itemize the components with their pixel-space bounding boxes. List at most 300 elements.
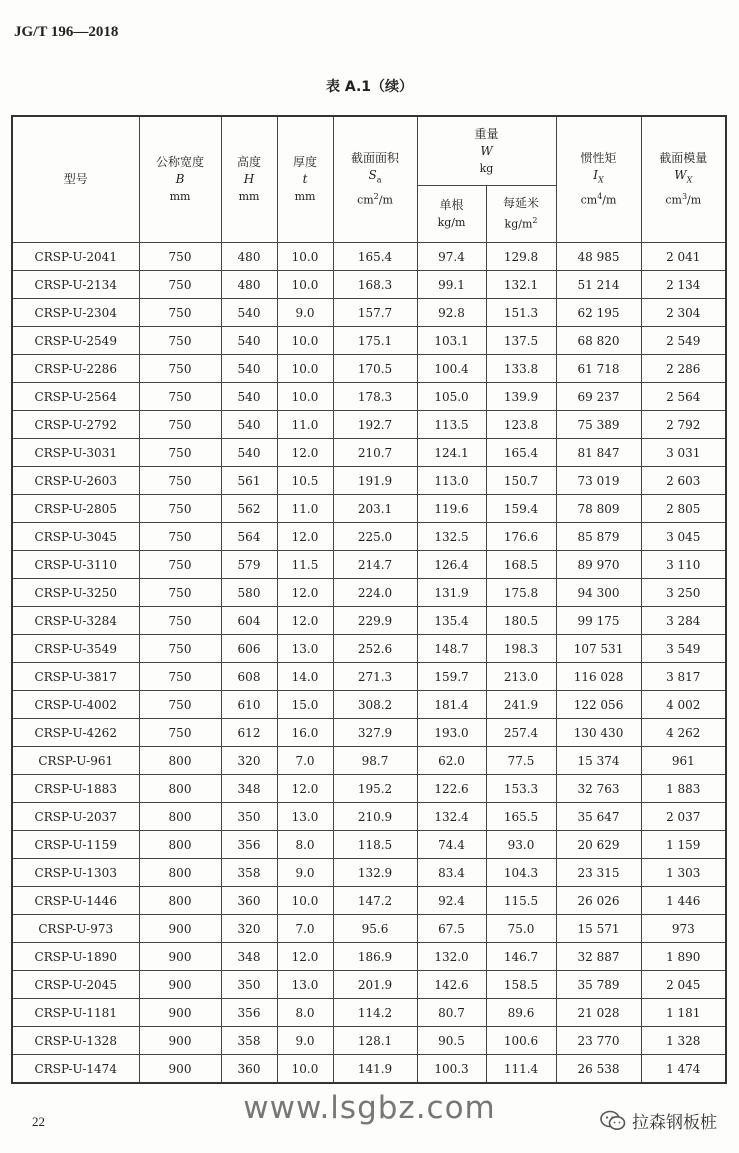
table-cell: 14.0 xyxy=(277,663,333,691)
table-cell: 67.5 xyxy=(417,915,486,943)
table-cell: 3 549 xyxy=(641,635,726,663)
table-cell: 10.0 xyxy=(277,887,333,915)
table-cell: 100.4 xyxy=(417,355,486,383)
table-row xyxy=(12,243,726,271)
table-cell: CRSP-U-2045 xyxy=(12,971,139,999)
table-cell: 104.3 xyxy=(486,859,556,887)
table-cell: 750 xyxy=(139,579,221,607)
table-cell: 750 xyxy=(139,551,221,579)
table-cell: 540 xyxy=(221,383,277,411)
table-cell: 800 xyxy=(139,803,221,831)
table-cell: CRSP-U-1181 xyxy=(12,999,139,1027)
table-row xyxy=(12,439,726,467)
table-cell: 308.2 xyxy=(333,691,417,719)
table-cell: 750 xyxy=(139,411,221,439)
table-cell: 107 531 xyxy=(556,635,641,663)
table-cell: 2 041 xyxy=(641,243,726,271)
table-cell: CRSP-U-2805 xyxy=(12,495,139,523)
table-cell: CRSP-U-3045 xyxy=(12,523,139,551)
table-cell: 750 xyxy=(139,327,221,355)
table-cell: 192.7 xyxy=(333,411,417,439)
table-cell: 800 xyxy=(139,747,221,775)
table-cell: 198.3 xyxy=(486,635,556,663)
table-cell: 105.0 xyxy=(417,383,486,411)
table-cell: 2 045 xyxy=(641,971,726,999)
table-cell: 11.5 xyxy=(277,551,333,579)
table-cell: 540 xyxy=(221,355,277,383)
table-cell: 10.0 xyxy=(277,1055,333,1084)
table-row xyxy=(12,775,726,803)
table-cell: 229.9 xyxy=(333,607,417,635)
table-cell: 62 195 xyxy=(556,299,641,327)
table-cell: 178.3 xyxy=(333,383,417,411)
table-cell: 11.0 xyxy=(277,411,333,439)
table-cell: 61 718 xyxy=(556,355,641,383)
table-cell: 10.0 xyxy=(277,383,333,411)
table-cell: 21 028 xyxy=(556,999,641,1027)
table-cell: CRSP-U-1890 xyxy=(12,943,139,971)
table-cell: 13.0 xyxy=(277,971,333,999)
table-cell: 133.8 xyxy=(486,355,556,383)
table-row xyxy=(12,579,726,607)
table-cell: CRSP-U-2041 xyxy=(12,243,139,271)
table-cell: 750 xyxy=(139,383,221,411)
table-cell: 103.1 xyxy=(417,327,486,355)
table-row xyxy=(12,747,726,775)
table-cell: 93.0 xyxy=(486,831,556,859)
table-cell: 142.6 xyxy=(417,971,486,999)
table-cell: 32 887 xyxy=(556,943,641,971)
table-cell: CRSP-U-2549 xyxy=(12,327,139,355)
table-cell: 540 xyxy=(221,327,277,355)
table-cell: 3 284 xyxy=(641,607,726,635)
wechat-icon xyxy=(600,1110,626,1132)
table-row xyxy=(12,663,726,691)
table-cell: 15 571 xyxy=(556,915,641,943)
table-cell: 1 159 xyxy=(641,831,726,859)
col-model: 型号 xyxy=(12,116,139,243)
table-cell: 146.7 xyxy=(486,943,556,971)
table-cell: 2 792 xyxy=(641,411,726,439)
table-row xyxy=(12,719,726,747)
table-cell: 562 xyxy=(221,495,277,523)
table-cell: CRSP-U-4262 xyxy=(12,719,139,747)
table-cell: 191.9 xyxy=(333,467,417,495)
table-cell: CRSP-U-973 xyxy=(12,915,139,943)
table-body xyxy=(12,243,726,1084)
table-cell: 4 002 xyxy=(641,691,726,719)
table-cell: 540 xyxy=(221,299,277,327)
table-cell: 118.5 xyxy=(333,831,417,859)
table-cell: 1 181 xyxy=(641,999,726,1027)
table-cell: 750 xyxy=(139,719,221,747)
col-weight: 重量 W kg xyxy=(417,116,556,186)
table-cell: 89 970 xyxy=(556,551,641,579)
table-cell: 74.4 xyxy=(417,831,486,859)
table-cell: 800 xyxy=(139,831,221,859)
watermark-brand xyxy=(600,1108,717,1133)
table-cell: 750 xyxy=(139,635,221,663)
table-cell: 13.0 xyxy=(277,635,333,663)
table-cell: 610 xyxy=(221,691,277,719)
table-cell: 900 xyxy=(139,1027,221,1055)
table-cell: 69 237 xyxy=(556,383,641,411)
table-row xyxy=(12,915,726,943)
table-cell: 12.0 xyxy=(277,775,333,803)
table-row xyxy=(12,999,726,1027)
table-cell: 132.0 xyxy=(417,943,486,971)
table-row xyxy=(12,327,726,355)
table-row xyxy=(12,1027,726,1055)
table-cell: 129.8 xyxy=(486,243,556,271)
table-cell: CRSP-U-2037 xyxy=(12,803,139,831)
table-cell: 606 xyxy=(221,635,277,663)
table-cell: 612 xyxy=(221,719,277,747)
table-cell: 564 xyxy=(221,523,277,551)
table-cell: 16.0 xyxy=(277,719,333,747)
table-cell: 165.5 xyxy=(486,803,556,831)
table-cell: 99 175 xyxy=(556,607,641,635)
table-cell: 961 xyxy=(641,747,726,775)
table-cell: CRSP-U-4002 xyxy=(12,691,139,719)
table-row xyxy=(12,635,726,663)
table-cell: 193.0 xyxy=(417,719,486,747)
table-row xyxy=(12,1055,726,1084)
table-cell: 2 304 xyxy=(641,299,726,327)
table-cell: 327.9 xyxy=(333,719,417,747)
table-cell: 604 xyxy=(221,607,277,635)
table-cell: 750 xyxy=(139,523,221,551)
table-cell: 35 789 xyxy=(556,971,641,999)
table-row xyxy=(12,803,726,831)
table-cell: 12.0 xyxy=(277,523,333,551)
table-cell: 92.4 xyxy=(417,887,486,915)
table-cell: 7.0 xyxy=(277,747,333,775)
table-cell: 122 056 xyxy=(556,691,641,719)
table-cell: 122.6 xyxy=(417,775,486,803)
table-cell: 800 xyxy=(139,887,221,915)
table-cell: CRSP-U-1474 xyxy=(12,1055,139,1084)
table-cell: 126.4 xyxy=(417,551,486,579)
table-cell: 2 805 xyxy=(641,495,726,523)
table-cell: 137.5 xyxy=(486,327,556,355)
table-cell: 128.1 xyxy=(333,1027,417,1055)
table-cell: 99.1 xyxy=(417,271,486,299)
page-number: 22 xyxy=(32,1114,45,1129)
table-cell: 225.0 xyxy=(333,523,417,551)
table-cell: 973 xyxy=(641,915,726,943)
table-cell: 10.0 xyxy=(277,243,333,271)
table-cell: 1 474 xyxy=(641,1055,726,1084)
table-cell: 90.5 xyxy=(417,1027,486,1055)
table-cell: 13.0 xyxy=(277,803,333,831)
table-cell: 348 xyxy=(221,943,277,971)
table-cell: 12.0 xyxy=(277,439,333,467)
table-cell: 800 xyxy=(139,775,221,803)
table-cell: 8.0 xyxy=(277,999,333,1027)
table-cell: 3 045 xyxy=(641,523,726,551)
table-cell: 608 xyxy=(221,663,277,691)
table-cell: 3 031 xyxy=(641,439,726,467)
table-cell: 32 763 xyxy=(556,775,641,803)
table-cell: 203.1 xyxy=(333,495,417,523)
table-cell: 356 xyxy=(221,831,277,859)
table-cell: 132.4 xyxy=(417,803,486,831)
table-cell: 78 809 xyxy=(556,495,641,523)
table-cell: 224.0 xyxy=(333,579,417,607)
table-cell: CRSP-U-1328 xyxy=(12,1027,139,1055)
table-cell: 750 xyxy=(139,243,221,271)
table-cell: 132.5 xyxy=(417,523,486,551)
table-cell: 147.2 xyxy=(333,887,417,915)
table-cell: 100.3 xyxy=(417,1055,486,1084)
table-cell: 168.3 xyxy=(333,271,417,299)
table-cell: 113.0 xyxy=(417,467,486,495)
table-cell: 750 xyxy=(139,439,221,467)
table-cell: 150.7 xyxy=(486,467,556,495)
table-cell: 100.6 xyxy=(486,1027,556,1055)
table-cell: 320 xyxy=(221,747,277,775)
table-cell: 540 xyxy=(221,411,277,439)
table-cell: 175.1 xyxy=(333,327,417,355)
table-cell: 10.5 xyxy=(277,467,333,495)
table-cell: 23 315 xyxy=(556,859,641,887)
table-cell: 83.4 xyxy=(417,859,486,887)
steel-sheet-pile-table xyxy=(11,115,727,1084)
table-cell: 148.7 xyxy=(417,635,486,663)
table-cell: 15.0 xyxy=(277,691,333,719)
table-cell: 358 xyxy=(221,1027,277,1055)
table-cell: 176.6 xyxy=(486,523,556,551)
table-cell: 139.9 xyxy=(486,383,556,411)
col-height: 高度 H mm xyxy=(221,116,277,243)
table-row xyxy=(12,971,726,999)
table-cell: 252.6 xyxy=(333,635,417,663)
table-cell: 241.9 xyxy=(486,691,556,719)
table-cell: 2 134 xyxy=(641,271,726,299)
table-cell: CRSP-U-1303 xyxy=(12,859,139,887)
table-cell: 480 xyxy=(221,271,277,299)
table-cell: 80.7 xyxy=(417,999,486,1027)
table-cell: 1 446 xyxy=(641,887,726,915)
table-cell: 1 328 xyxy=(641,1027,726,1055)
table-cell: 157.7 xyxy=(333,299,417,327)
table-cell: 168.5 xyxy=(486,551,556,579)
table-cell: 214.7 xyxy=(333,551,417,579)
table-cell: 1 883 xyxy=(641,775,726,803)
table-row xyxy=(12,355,726,383)
table-cell: 48 985 xyxy=(556,243,641,271)
table-cell: 180.5 xyxy=(486,607,556,635)
col-width: 公称宽度 B mm xyxy=(139,116,221,243)
table-cell: 75.0 xyxy=(486,915,556,943)
table-cell: 9.0 xyxy=(277,1027,333,1055)
table-cell: 165.4 xyxy=(333,243,417,271)
col-weight-single: 单根 kg/m xyxy=(417,186,486,243)
table-cell: 81 847 xyxy=(556,439,641,467)
table-cell: 170.5 xyxy=(333,355,417,383)
table-cell: 23 770 xyxy=(556,1027,641,1055)
table-cell: 115.5 xyxy=(486,887,556,915)
table-row xyxy=(12,299,726,327)
table-cell: 9.0 xyxy=(277,299,333,327)
table-cell: 51 214 xyxy=(556,271,641,299)
table-cell: 579 xyxy=(221,551,277,579)
table-cell: 750 xyxy=(139,691,221,719)
table-cell: 131.9 xyxy=(417,579,486,607)
table-cell: 151.3 xyxy=(486,299,556,327)
table-cell: 130 430 xyxy=(556,719,641,747)
table-cell: 320 xyxy=(221,915,277,943)
table-cell: 116 028 xyxy=(556,663,641,691)
table-cell: 132.9 xyxy=(333,859,417,887)
table-cell: 124.1 xyxy=(417,439,486,467)
table-row xyxy=(12,495,726,523)
table-cell: 113.5 xyxy=(417,411,486,439)
table-cell: 210.7 xyxy=(333,439,417,467)
table-cell: 480 xyxy=(221,243,277,271)
table-cell: 750 xyxy=(139,607,221,635)
table-row xyxy=(12,607,726,635)
table-row xyxy=(12,943,726,971)
table-cell: 900 xyxy=(139,943,221,971)
table-cell: CRSP-U-3250 xyxy=(12,579,139,607)
watermark-brand-text: 拉森钢板桩 xyxy=(632,1113,717,1133)
table-cell: 12.0 xyxy=(277,607,333,635)
table-cell: 800 xyxy=(139,859,221,887)
table-cell: 561 xyxy=(221,467,277,495)
table-cell: 4 262 xyxy=(641,719,726,747)
table-cell: 348 xyxy=(221,775,277,803)
table-cell: CRSP-U-2564 xyxy=(12,383,139,411)
col-area: 截面面积 $S_a$ $cm^2/m$ xyxy=(333,116,417,243)
table-cell: CRSP-U-2134 xyxy=(12,271,139,299)
table-cell: 350 xyxy=(221,971,277,999)
table-row xyxy=(12,271,726,299)
table-cell: 8.0 xyxy=(277,831,333,859)
table-cell: 2 549 xyxy=(641,327,726,355)
table-title: 表 A.1（续） xyxy=(325,79,414,95)
watermark-url: www.lsgbz.com xyxy=(243,1090,496,1126)
table-cell: 195.2 xyxy=(333,775,417,803)
table-cell: 92.8 xyxy=(417,299,486,327)
table-cell: 3 110 xyxy=(641,551,726,579)
table-cell: 271.3 xyxy=(333,663,417,691)
table-cell: CRSP-U-2286 xyxy=(12,355,139,383)
table-cell: 158.5 xyxy=(486,971,556,999)
table-cell: 750 xyxy=(139,467,221,495)
table-cell: 73 019 xyxy=(556,467,641,495)
table-cell: 540 xyxy=(221,439,277,467)
table-cell: 900 xyxy=(139,999,221,1027)
table-cell: 135.4 xyxy=(417,607,486,635)
table-cell: 186.9 xyxy=(333,943,417,971)
table-row xyxy=(12,831,726,859)
table-cell: 20 629 xyxy=(556,831,641,859)
table-cell: 9.0 xyxy=(277,859,333,887)
table-cell: 10.0 xyxy=(277,355,333,383)
table-cell: 114.2 xyxy=(333,999,417,1027)
table-cell: 750 xyxy=(139,495,221,523)
table-cell: 77.5 xyxy=(486,747,556,775)
table-cell: 26 026 xyxy=(556,887,641,915)
table-cell: 580 xyxy=(221,579,277,607)
col-weight-per-m: 每延米 $kg/m^2$ xyxy=(486,186,556,243)
table-cell: 7.0 xyxy=(277,915,333,943)
table-row xyxy=(12,411,726,439)
table-cell: 175.8 xyxy=(486,579,556,607)
table-cell: 75 389 xyxy=(556,411,641,439)
table-row xyxy=(12,859,726,887)
table-cell: 97.4 xyxy=(417,243,486,271)
table-cell: 119.6 xyxy=(417,495,486,523)
table-row xyxy=(12,551,726,579)
table-cell: 900 xyxy=(139,915,221,943)
table-cell: 356 xyxy=(221,999,277,1027)
table-cell: 750 xyxy=(139,663,221,691)
table-cell: 15 374 xyxy=(556,747,641,775)
table-cell: 159.7 xyxy=(417,663,486,691)
table-cell: 12.0 xyxy=(277,579,333,607)
table-cell: 123.8 xyxy=(486,411,556,439)
table-row xyxy=(12,383,726,411)
table-row xyxy=(12,691,726,719)
col-modulus: 截面模量 $W_X$ $cm^3/m$ xyxy=(641,116,726,243)
table-cell: CRSP-U-3817 xyxy=(12,663,139,691)
table-cell: 35 647 xyxy=(556,803,641,831)
table-cell: 1 890 xyxy=(641,943,726,971)
table-row xyxy=(12,467,726,495)
table-cell: 68 820 xyxy=(556,327,641,355)
table-cell: 181.4 xyxy=(417,691,486,719)
table-cell: CRSP-U-3549 xyxy=(12,635,139,663)
table-cell: 3 817 xyxy=(641,663,726,691)
table-cell: CRSP-U-1883 xyxy=(12,775,139,803)
table-cell: 85 879 xyxy=(556,523,641,551)
table-cell: 750 xyxy=(139,271,221,299)
table-cell: CRSP-U-3284 xyxy=(12,607,139,635)
table-cell: 358 xyxy=(221,859,277,887)
table-cell: 257.4 xyxy=(486,719,556,747)
table-cell: 900 xyxy=(139,1055,221,1084)
table-cell: 750 xyxy=(139,355,221,383)
table-cell: 95.6 xyxy=(333,915,417,943)
table-cell: 111.4 xyxy=(486,1055,556,1084)
col-inertia: 惯性矩 $I_X$ $cm^4/m$ xyxy=(556,116,641,243)
table-cell: 213.0 xyxy=(486,663,556,691)
table-cell: 165.4 xyxy=(486,439,556,467)
table-cell: 2 037 xyxy=(641,803,726,831)
table-cell: 11.0 xyxy=(277,495,333,523)
col-thickness: 厚度 t mm xyxy=(277,116,333,243)
table-header xyxy=(12,116,726,243)
table-cell: 900 xyxy=(139,971,221,999)
table-cell: 12.0 xyxy=(277,943,333,971)
table-cell: 2 286 xyxy=(641,355,726,383)
table-cell: CRSP-U-3110 xyxy=(12,551,139,579)
table-cell: 26 538 xyxy=(556,1055,641,1084)
table-cell: 10.0 xyxy=(277,327,333,355)
table-cell: CRSP-U-2792 xyxy=(12,411,139,439)
table-cell: 153.3 xyxy=(486,775,556,803)
table-cell: 750 xyxy=(139,299,221,327)
table-cell: 360 xyxy=(221,887,277,915)
table-cell: CRSP-U-2304 xyxy=(12,299,139,327)
table-cell: 94 300 xyxy=(556,579,641,607)
table-cell: 141.9 xyxy=(333,1055,417,1084)
table-cell: 62.0 xyxy=(417,747,486,775)
table-cell: 132.1 xyxy=(486,271,556,299)
